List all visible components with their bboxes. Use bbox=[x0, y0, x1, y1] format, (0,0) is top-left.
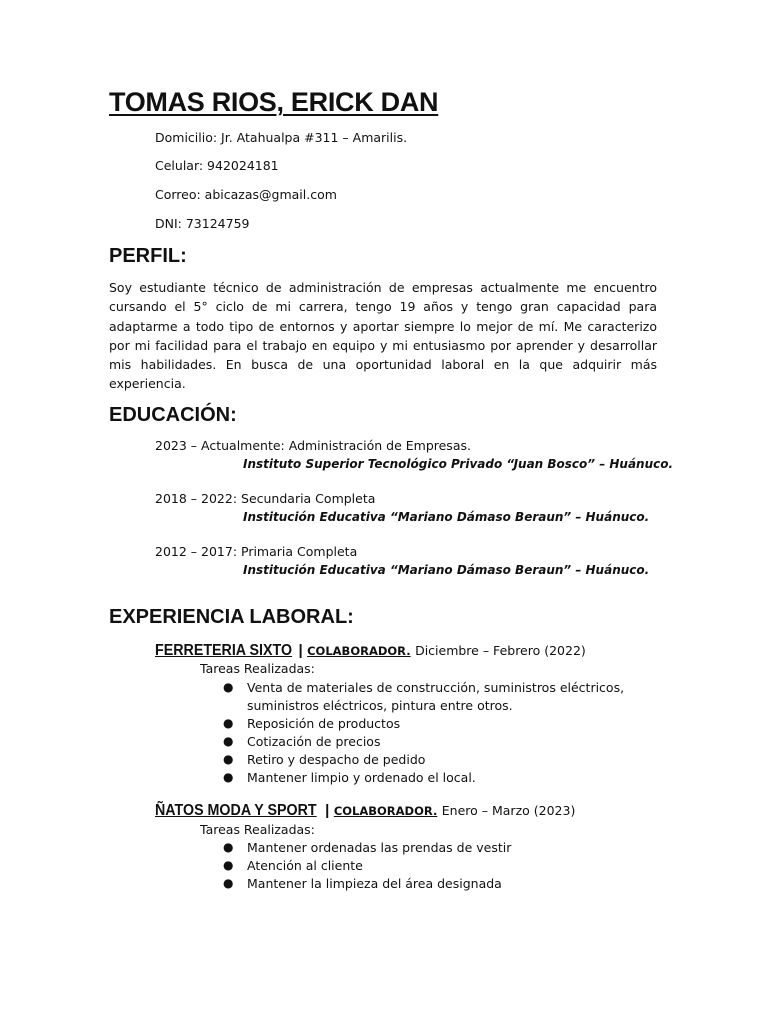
bullet-icon: ● bbox=[223, 840, 234, 854]
task-text: Mantener limpio y ordenado el local. bbox=[247, 769, 476, 785]
list-item bbox=[223, 769, 663, 787]
bullet-icon: ● bbox=[223, 733, 234, 748]
task-text: Retiro y despacho de pedido bbox=[247, 751, 426, 767]
bullet-icon: ● bbox=[223, 876, 234, 890]
list-item bbox=[223, 679, 663, 714]
job-2-separator: | bbox=[325, 802, 330, 819]
job-2-period: Enero – Marzo (2023) bbox=[441, 803, 576, 818]
education-item-3-period: 2012 – 2017: Primaria Completa bbox=[155, 544, 358, 559]
education-item-1-institution: Instituto Superior Tecnológico Privado “Juan Bosco” – Huánuco. bbox=[243, 457, 674, 471]
bullet-icon: ● bbox=[223, 680, 234, 694]
phone-line: Celular: 942024181 bbox=[155, 158, 279, 173]
education-item-2-institution: Institución Educativa “Mariano Dámaso Beraun” – Huánuco. bbox=[243, 510, 650, 524]
email-line: Correo: abicazas@gmail.com bbox=[155, 187, 337, 202]
job-1-role: COLABORADOR. bbox=[307, 644, 411, 658]
job-1-tasks-label: Tareas Realizadas: bbox=[200, 661, 315, 676]
experience-section-title: EXPERIENCIA LABORAL: bbox=[109, 606, 354, 628]
education-item-2-period: 2018 – 2022: Secundaria Completa bbox=[155, 491, 376, 506]
bullet-icon: ● bbox=[223, 715, 234, 730]
job-2-role: COLABORADOR. bbox=[333, 804, 438, 818]
job-2-tasks-label: Tareas Realizadas: bbox=[200, 822, 315, 837]
task-text: Reposición de productos bbox=[247, 715, 401, 731]
job-1-header bbox=[155, 642, 586, 660]
list-item bbox=[223, 875, 663, 893]
list-item bbox=[223, 857, 663, 875]
job-2-company: ÑATOS MODA Y SPORT bbox=[155, 802, 317, 819]
education-item-1-period: 2023 – Actualmente: Administración de Empresas. bbox=[155, 438, 471, 453]
profile-section-title: PERFIL: bbox=[109, 245, 187, 267]
job-2-task-list bbox=[223, 839, 663, 893]
bullet-icon: ● bbox=[223, 858, 234, 872]
candidate-name: TOMAS RIOS, ERICK DAN bbox=[109, 87, 439, 117]
list-item bbox=[223, 715, 663, 733]
education-section-title: EDUCACIÓN: bbox=[109, 404, 237, 426]
task-text: Cotización de precios bbox=[247, 733, 381, 749]
job-2-header bbox=[155, 802, 575, 820]
job-1-separator: | bbox=[298, 642, 303, 659]
list-item bbox=[223, 751, 663, 769]
bullet-icon: ● bbox=[223, 751, 234, 766]
job-1-company: FERRETERIA SIXTO bbox=[155, 642, 293, 659]
profile-text: Soy estudiante técnico de administración de empresas actualmente me encuentro cursando el 5° ciclo de mi carrera, tengo 19 años y tengo gran capacidad para adaptarme a todo tipo de entornos y aportar siempre lo mejor de mí. Me caracterizo por mi facilidad para el trabajo en equipo y mi entusiasmo por aprender y desarrollar mis habilidades. En busca de una oportunidad laboral en la que adquirir más experiencia. bbox=[109, 280, 657, 392]
education-item-3-institution: Institución Educativa “Mariano Dámaso Beraun” – Huánuco. bbox=[243, 563, 650, 577]
list-item bbox=[223, 839, 663, 857]
task-text: Mantener ordenadas las prendas de vestir bbox=[247, 840, 512, 855]
task-text: Mantener la limpieza del área designada bbox=[247, 876, 502, 891]
task-text: Venta de materiales de construcción, suministros eléctricos, suministros eléctricos, pintura entre otros. bbox=[247, 680, 625, 713]
dni-line: DNI: 73124759 bbox=[155, 216, 250, 231]
job-1-period: Diciembre – Febrero (2022) bbox=[415, 643, 586, 658]
list-item bbox=[223, 733, 663, 751]
task-text: Atención al cliente bbox=[247, 858, 363, 873]
bullet-icon: ● bbox=[223, 769, 234, 784]
job-1-task-list bbox=[223, 679, 663, 787]
address-line: Domicilio: Jr. Atahualpa #311 – Amarilis. bbox=[155, 130, 408, 145]
